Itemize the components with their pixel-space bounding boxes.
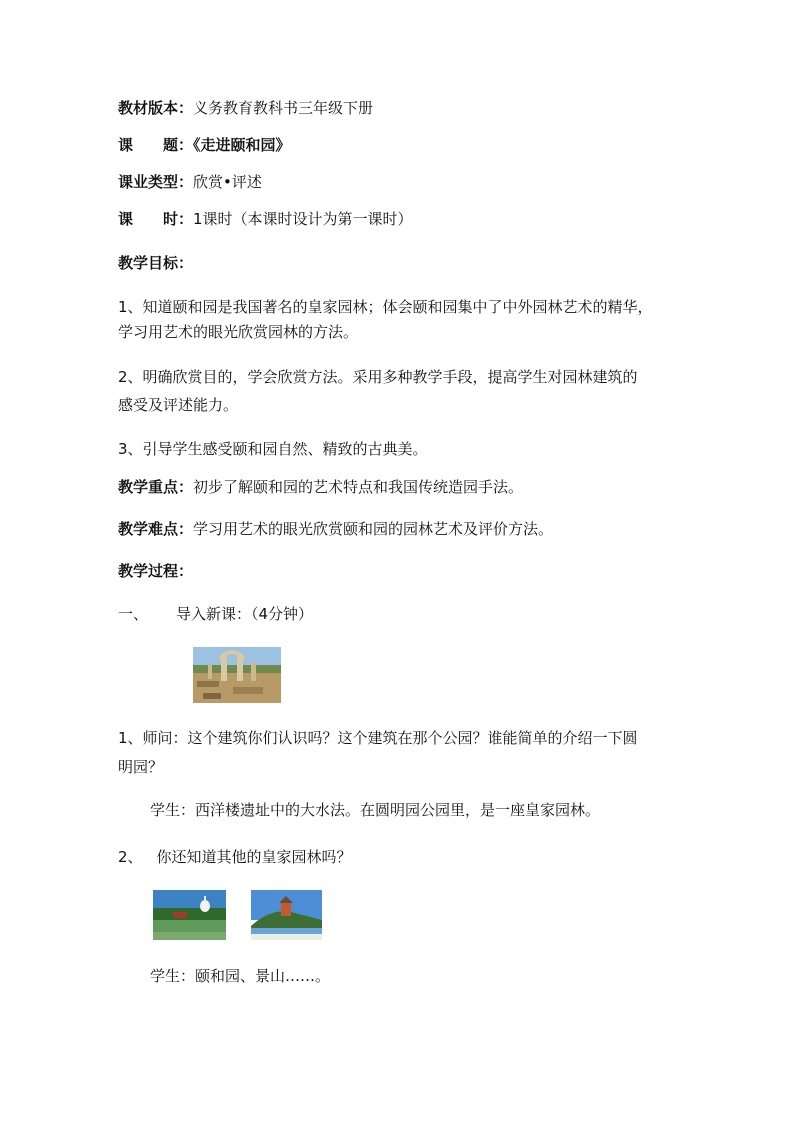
difficulty-line (118, 519, 553, 539)
summer-palace-image (251, 890, 322, 940)
section-1-title: 导入新课：（4分钟） (176, 605, 314, 623)
topic-line (118, 135, 291, 155)
difficulty-label: 教学难点： (118, 520, 194, 538)
hours-value: 1课时（本课时设计为第一课时） (193, 210, 413, 228)
key-point-label: 教学重点： (118, 478, 194, 496)
type-line (118, 172, 262, 192)
topic-value: 《走进颐和园》 (193, 136, 291, 154)
section-1-line (118, 604, 313, 624)
section-1-number: 一、 (118, 605, 149, 623)
hours-label: 课 时： (118, 210, 194, 228)
objective-1-line-2: 学习用艺术的眼光欣赏园林的方法。 (118, 323, 359, 341)
key-point-text: 初步了解颐和园的艺术特点和我国传统造园手法。 (193, 478, 524, 496)
objectives-heading: 教学目标： (118, 254, 194, 272)
topic-label: 课 题： (118, 136, 194, 154)
edition-line (118, 98, 373, 118)
question-1-line-2: 明园？ (118, 758, 164, 776)
question-2-line (118, 847, 352, 867)
difficulty-text: 学习用艺术的眼光欣赏颐和园的园林艺术及评价方法。 (193, 520, 554, 538)
hours-line (118, 209, 413, 229)
answer-1: 学生：西洋楼遗址中的大水法。在圆明园公园里，是一座皇家园林。 (150, 801, 601, 819)
yuanmingyuan-ruins-image (193, 647, 281, 703)
type-value: 欣赏•评述 (193, 173, 262, 191)
edition-label: 教材版本： (118, 99, 194, 117)
answer-2: 学生：颐和园、景山……。 (150, 967, 331, 985)
question-2-text: 你还知道其他的皇家园林吗？ (156, 848, 352, 866)
objective-1-line-1: 1、知道颐和园是我国著名的皇家园林；体会颐和园集中了中外园林艺术的精华， (118, 298, 653, 316)
edition-value: 义务教育教科书三年级下册 (193, 99, 374, 117)
beihai-white-pagoda-image (153, 890, 226, 940)
objective-3: 3、引导学生感受颐和园自然、精致的古典美。 (118, 440, 428, 458)
objective-2-line-2: 感受及评述能力。 (118, 396, 239, 414)
question-2-number: 2、 (118, 848, 143, 866)
key-point-line (118, 477, 523, 497)
objective-2-line-1: 2、明确欣赏目的，学会欣赏方法。采用多种教学手段，提高学生对园林建筑的 (118, 368, 638, 386)
process-heading: 教学过程： (118, 562, 194, 580)
question-1-line-1: 1、师问：这个建筑你们认识吗？这个建筑在那个公园？谁能简单的介绍一下圆 (118, 729, 638, 747)
type-label: 课业类型： (118, 173, 194, 191)
